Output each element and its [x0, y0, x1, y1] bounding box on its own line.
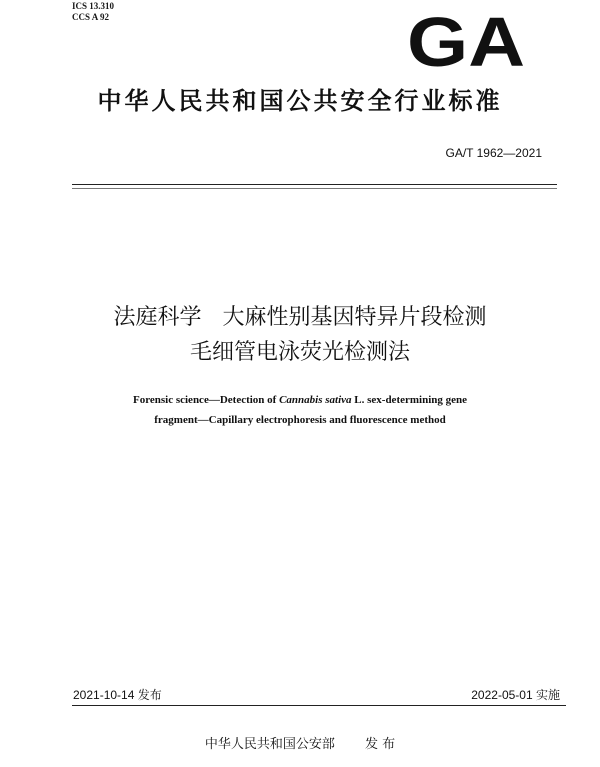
classification-codes — [72, 1, 114, 23]
chinese-title-subject: 大麻性别基因特异片段检测 — [222, 305, 487, 330]
standard-number: GA/T 1962—2021 — [445, 146, 542, 160]
chinese-title-prefix: 法庭科学 — [113, 305, 202, 330]
issue-date: 2021-10-14 发布 — [73, 688, 162, 702]
issue-label: 发布 — [137, 688, 162, 702]
ccs-code: CCS A 92 — [72, 12, 110, 22]
publisher-action: 发 布 — [364, 737, 396, 752]
english-title-line-1: Forensic science—Detection of Cannabis sativa L. sex-determining gene — [132, 394, 468, 406]
species-name: Cannabis sativa — [279, 394, 352, 406]
ics-code: ICS 13.310 — [72, 1, 115, 11]
publisher-name: 中华人民共和国公安部 — [204, 737, 335, 752]
implementation-date: 2022-05-01 实施 — [471, 688, 560, 702]
ga-logo-text: GA — [407, 10, 525, 70]
header-divider-thin — [72, 188, 557, 189]
header-divider — [72, 184, 557, 185]
ga-logo — [406, 10, 526, 70]
english-title-line-2: fragment—Capillary electrophoresis and fluorescence method — [154, 414, 446, 426]
issuing-category-title: 中华人民共和国公共安全行业标准 — [97, 87, 503, 115]
footer-divider — [72, 705, 566, 706]
ga-logo-mark — [406, 10, 526, 70]
publisher-line — [0, 737, 600, 753]
chinese-title-line-1 — [0, 303, 600, 333]
chinese-title-line-2: 毛细管电泳荧光检测法 — [189, 340, 410, 365]
implementation-label: 实施 — [535, 688, 560, 702]
